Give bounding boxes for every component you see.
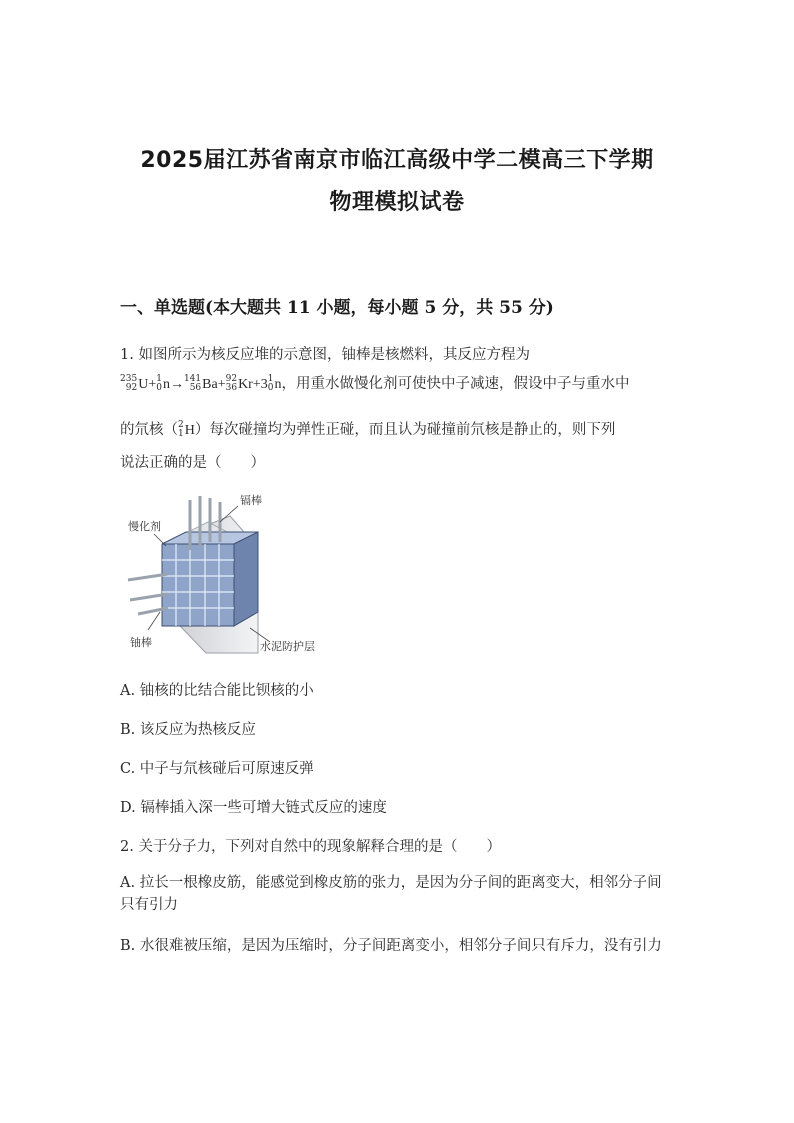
kr-nuclide-script: 92 36	[225, 374, 238, 393]
u-nuclide-script: 235 92	[120, 374, 138, 393]
plus-three: +3	[252, 377, 268, 392]
q1-option-d: D. 镉棒插入深一些可增大链式反应的速度	[120, 800, 387, 816]
ba-nuclide-script: 141 56	[183, 374, 202, 393]
plus-sign: +	[148, 377, 157, 392]
q1-option-b: B. 该反应为热核反应	[120, 722, 256, 738]
page-title-line2: 物理模拟试卷	[329, 190, 465, 215]
n-nuclide-script: 1 0	[156, 374, 162, 393]
reactor-diagram	[120, 488, 340, 660]
n2-symbol: n	[274, 377, 282, 392]
ba-symbol: Ba	[202, 377, 218, 392]
kr-symbol: Kr	[238, 377, 253, 392]
h-symbol: H	[184, 423, 195, 438]
page-title-line1: 2025届江苏省南京市临江高级中学二模高三下学期	[140, 148, 654, 173]
u-symbol: U	[138, 377, 149, 392]
label-cadmium-rod: 镉棒	[240, 494, 262, 507]
q1-line3-a: 的氘核（	[120, 422, 178, 438]
h-nuclide-script: 2 1	[178, 420, 184, 439]
q2-stem: 2. 关于分子力，下列对自然中的现象解释合理的是（ ）	[120, 839, 501, 855]
moderator-blocks	[162, 532, 258, 626]
q1-line4: 说法正确的是（ ）	[120, 455, 265, 471]
arrow-icon: →	[169, 377, 184, 392]
q1-intro: 1. 如图所示为核反应堆的示意图，铀棒是核燃料，其反应方程为	[120, 347, 530, 363]
label-concrete-shield: 水泥防护层	[260, 640, 315, 653]
plus-sign: +	[217, 377, 226, 392]
label-moderator: 慢化剂	[128, 520, 161, 533]
q2-option-b: B. 水很难被压缩，是因为压缩时，分子间距离变小，相邻分子间只有斥力，没有引力	[120, 938, 662, 954]
q2-option-a: A. 拉长一根橡皮筋，能感觉到橡皮筋的张力，是因为分子间的距离变大，相邻分子间只有引力	[120, 875, 662, 913]
label-uranium-rod: 铀棒	[130, 636, 152, 649]
n-symbol: n	[162, 377, 170, 392]
section-heading: 一、单选题(本大题共 11 小题，每小题 5 分，共 55 分)	[120, 298, 554, 318]
q1-equation-line	[120, 372, 629, 393]
q1-line3	[120, 418, 615, 439]
q1-option-c: C. 中子与氘核碰后可原速反弹	[120, 761, 314, 777]
q1-option-a: A. 铀核的比结合能比钡核的小	[120, 683, 314, 699]
reactor-figure	[120, 488, 340, 664]
q1-line2-text: ，用重水做慢化剂可使快中子减速，假设中子与重水中	[281, 376, 630, 392]
q1-line3-b: ）每次碰撞均为弹性正碰，而且认为碰撞前氘核是静止的，则下列	[194, 422, 616, 438]
n2-nuclide-script: 1 0	[267, 374, 274, 393]
